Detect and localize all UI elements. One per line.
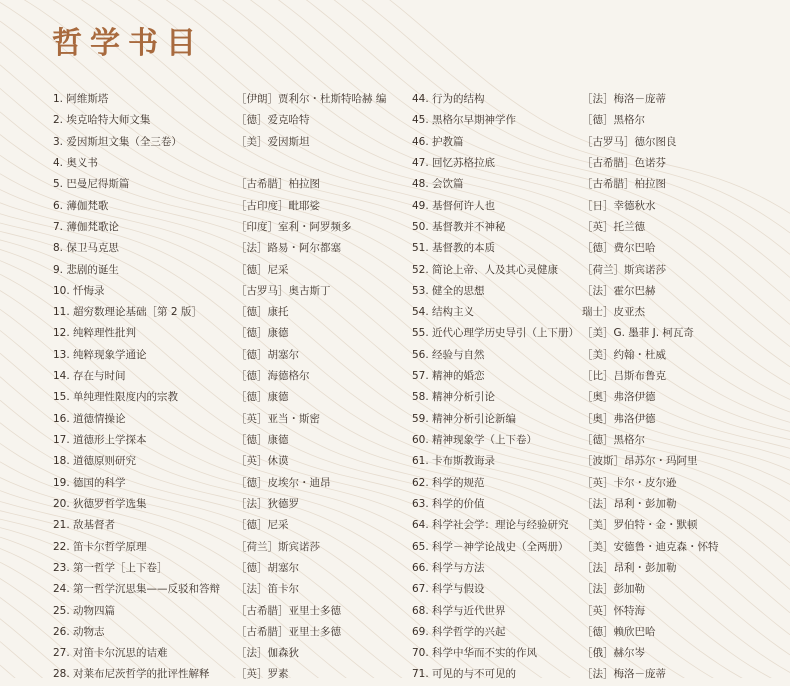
book-title: 25. 动物四篇	[53, 604, 116, 617]
book-title: 50. 基督教并不神秘	[412, 220, 506, 233]
book-title: 13. 纯粹现象学通论	[53, 348, 147, 361]
book-title: 68. 科学与近代世界	[412, 604, 506, 617]
book-title: 45. 黑格尔早期神学作	[412, 114, 517, 127]
book-author: ［德］爱克哈特	[236, 114, 310, 127]
book-author: ［美］安德鲁・迪克森・怀特	[582, 540, 719, 553]
book-title: 65. 科学－神学论战史（全两册）	[412, 540, 569, 553]
page-title: 哲学书目	[52, 26, 204, 61]
book-title: 17. 道德形上学探本	[53, 434, 147, 446]
book-author: ［法］笛卡尔	[236, 583, 299, 596]
book-title: 46. 护教篇	[412, 135, 464, 148]
book-author: ［美］约翰・杜威	[582, 348, 666, 361]
book-author: ［德］康德	[236, 327, 289, 340]
book-title: 52. 简论上帝、人及其心灵健康	[412, 263, 559, 276]
book-title: 63. 科学的价值	[412, 497, 485, 510]
book-title: 48. 会饮篇	[412, 178, 464, 191]
book-author: ［英］亚当・斯密	[236, 412, 320, 425]
book-title: 23. 第一哲学［上下卷］	[53, 561, 168, 574]
book-author: ［英］卡尔・皮尔逊	[582, 476, 677, 489]
book-title: 28. 对莱布尼茨哲学的批评性解释	[53, 668, 210, 681]
book-author: ［英］托兰德	[582, 220, 645, 233]
book-author: ［德］胡塞尔	[236, 561, 299, 574]
book-author: ［法］彭加勒	[582, 583, 645, 596]
book-title: 71. 可见的与不可见的	[412, 668, 517, 681]
book-author: ［波斯］昂苏尔・玛阿里	[582, 455, 698, 468]
book-author: ［古印度］毗耶娑	[236, 199, 320, 212]
book-title: 14. 存在与时间	[53, 370, 126, 383]
book-title: 49. 基督何许人也	[412, 199, 496, 212]
book-author: ［德］康托	[236, 306, 289, 319]
book-author: 瑞士］皮亚杰	[582, 306, 645, 319]
book-title: 2. 埃克哈特大师文集	[53, 114, 151, 127]
book-author: ［德］康德	[236, 391, 289, 404]
book-title: 62. 科学的规范	[412, 476, 485, 489]
book-author: ［古罗马］奥古斯丁	[236, 284, 331, 297]
book-title: 59. 精神分析引论新编	[412, 412, 517, 425]
book-author: ［法］狄德罗	[236, 497, 299, 510]
book-author: ［法］霍尔巴赫	[582, 284, 656, 297]
book-author: ［比］吕斯布鲁克	[582, 370, 666, 383]
book-title: 19. 德国的科学	[53, 476, 126, 489]
book-author: ［英］怀特海	[582, 604, 645, 617]
book-title: 58. 精神分析引论	[412, 391, 496, 404]
book-title: 70. 科学中华而不实的作风	[412, 647, 538, 660]
book-title: 67. 科学与假设	[412, 583, 485, 596]
book-title: 12. 纯粹理性批判	[53, 327, 137, 340]
book-author: ［奥］弗洛伊德	[582, 412, 656, 425]
book-title: 44. 行为的结构	[412, 93, 485, 105]
book-author: ［日］幸德秋水	[582, 199, 656, 212]
book-title: 56. 经验与自然	[412, 348, 485, 361]
book-author: ［德］费尔巴哈	[582, 242, 656, 255]
book-title: 18. 道德原则研究	[53, 455, 137, 468]
book-author: ［古希腊］亚里士多德	[236, 625, 341, 638]
book-author: ［英］休谟	[236, 455, 289, 468]
book-author: ［荷兰］斯宾诺莎	[582, 263, 666, 276]
book-author: ［德］皮埃尔・迪昂	[236, 476, 331, 489]
book-author: ［奥］弗洛伊德	[582, 391, 656, 404]
book-title: 55. 近代心理学历史导引（上下册）	[412, 327, 580, 340]
book-title: 3. 爱因斯坦文集（全三卷）	[53, 135, 182, 148]
book-title: 20. 狄德罗哲学选集	[53, 497, 147, 510]
book-title: 26. 动物志	[53, 625, 105, 638]
book-title: 60. 精神现象学（上下卷）	[412, 434, 538, 446]
book-title: 61. 卡布斯教诲录	[412, 455, 496, 468]
book-title: 15. 单纯理性限度内的宗教	[53, 391, 179, 404]
book-title: 9. 悲剧的诞生	[53, 263, 119, 276]
book-title: 53. 健全的思想	[412, 284, 485, 297]
book-author: ［美］G. 墨菲 J. 柯瓦奇	[582, 327, 694, 340]
book-author: ［法］昂利・彭加勒	[582, 561, 677, 574]
book-title: 51. 基督教的本质	[412, 242, 496, 255]
book-author: ［法］梅洛－庞蒂	[582, 93, 666, 105]
book-author: ［法］梅洛－庞蒂	[582, 668, 666, 681]
book-author: ［俄］赫尔岑	[582, 647, 645, 660]
book-author: ［古希腊］色诺芬	[582, 156, 666, 169]
book-author: ［英］罗素	[236, 668, 289, 681]
book-author: ［古罗马］德尔图良	[582, 135, 677, 148]
book-title: 7. 薄伽梵歌论	[53, 220, 119, 233]
book-author: ［伊朗］贾利尔・杜斯特哈赫 编	[236, 93, 387, 105]
book-author: ［古希腊］柏拉图	[582, 178, 666, 191]
book-title: 24. 第一哲学沉思集——反驳和答辩	[53, 583, 221, 596]
book-author: ［美］爱因斯坦	[236, 135, 310, 148]
book-title: 11. 超穷数理论基础［第 2 版］	[53, 306, 202, 319]
book-title: 66. 科学与方法	[412, 561, 485, 574]
book-author: ［荷兰］斯宾诺莎	[236, 540, 320, 553]
book-title: 4. 奥义书	[53, 156, 98, 169]
book-title: 57. 精神的婚恋	[412, 370, 485, 383]
book-title: 27. 对笛卡尔沉思的诘难	[53, 647, 168, 660]
book-author: ［古希腊］柏拉图	[236, 178, 320, 191]
book-author: ［德］尼采	[236, 519, 289, 532]
book-title: 22. 笛卡尔哲学原理	[53, 540, 147, 553]
book-author: ［德］康德	[236, 434, 289, 446]
book-author: ［德］赖欣巴哈	[582, 625, 656, 638]
book-author: ［德］黑格尔	[582, 434, 645, 446]
book-author: ［德］尼采	[236, 263, 289, 276]
book-title: 69. 科学哲学的兴起	[412, 625, 506, 638]
book-author: ［古希腊］亚里士多德	[236, 604, 341, 617]
book-title: 64. 科学社会学：理论与经验研究	[412, 519, 569, 532]
book-title: 6. 薄伽梵歌	[53, 199, 109, 212]
book-title: 1. 阿维斯塔	[53, 93, 109, 105]
book-author: ［德］海德格尔	[236, 370, 310, 383]
book-author: ［美］罗伯特・金・默顿	[582, 519, 698, 532]
book-title: 54. 结构主义	[412, 306, 475, 319]
book-author: ［德］黑格尔	[582, 114, 645, 127]
book-author: ［法］路易・阿尔都塞	[236, 242, 341, 255]
book-author: ［德］胡塞尔	[236, 348, 299, 361]
book-title: 21. 敌基督者	[53, 519, 116, 532]
book-author: ［法］伽森狄	[236, 647, 299, 660]
book-author: ［法］昂利・彭加勒	[582, 497, 677, 510]
book-title: 5. 巴曼尼得斯篇	[53, 178, 130, 191]
book-title: 8. 保卫马克思	[53, 242, 119, 255]
book-title: 47. 回忆苏格拉底	[412, 156, 496, 169]
book-title: 10. 忏悔录	[53, 284, 105, 297]
book-title: 16. 道德情操论	[53, 412, 126, 425]
book-author: ［印度］室利・阿罗频多	[236, 220, 352, 233]
